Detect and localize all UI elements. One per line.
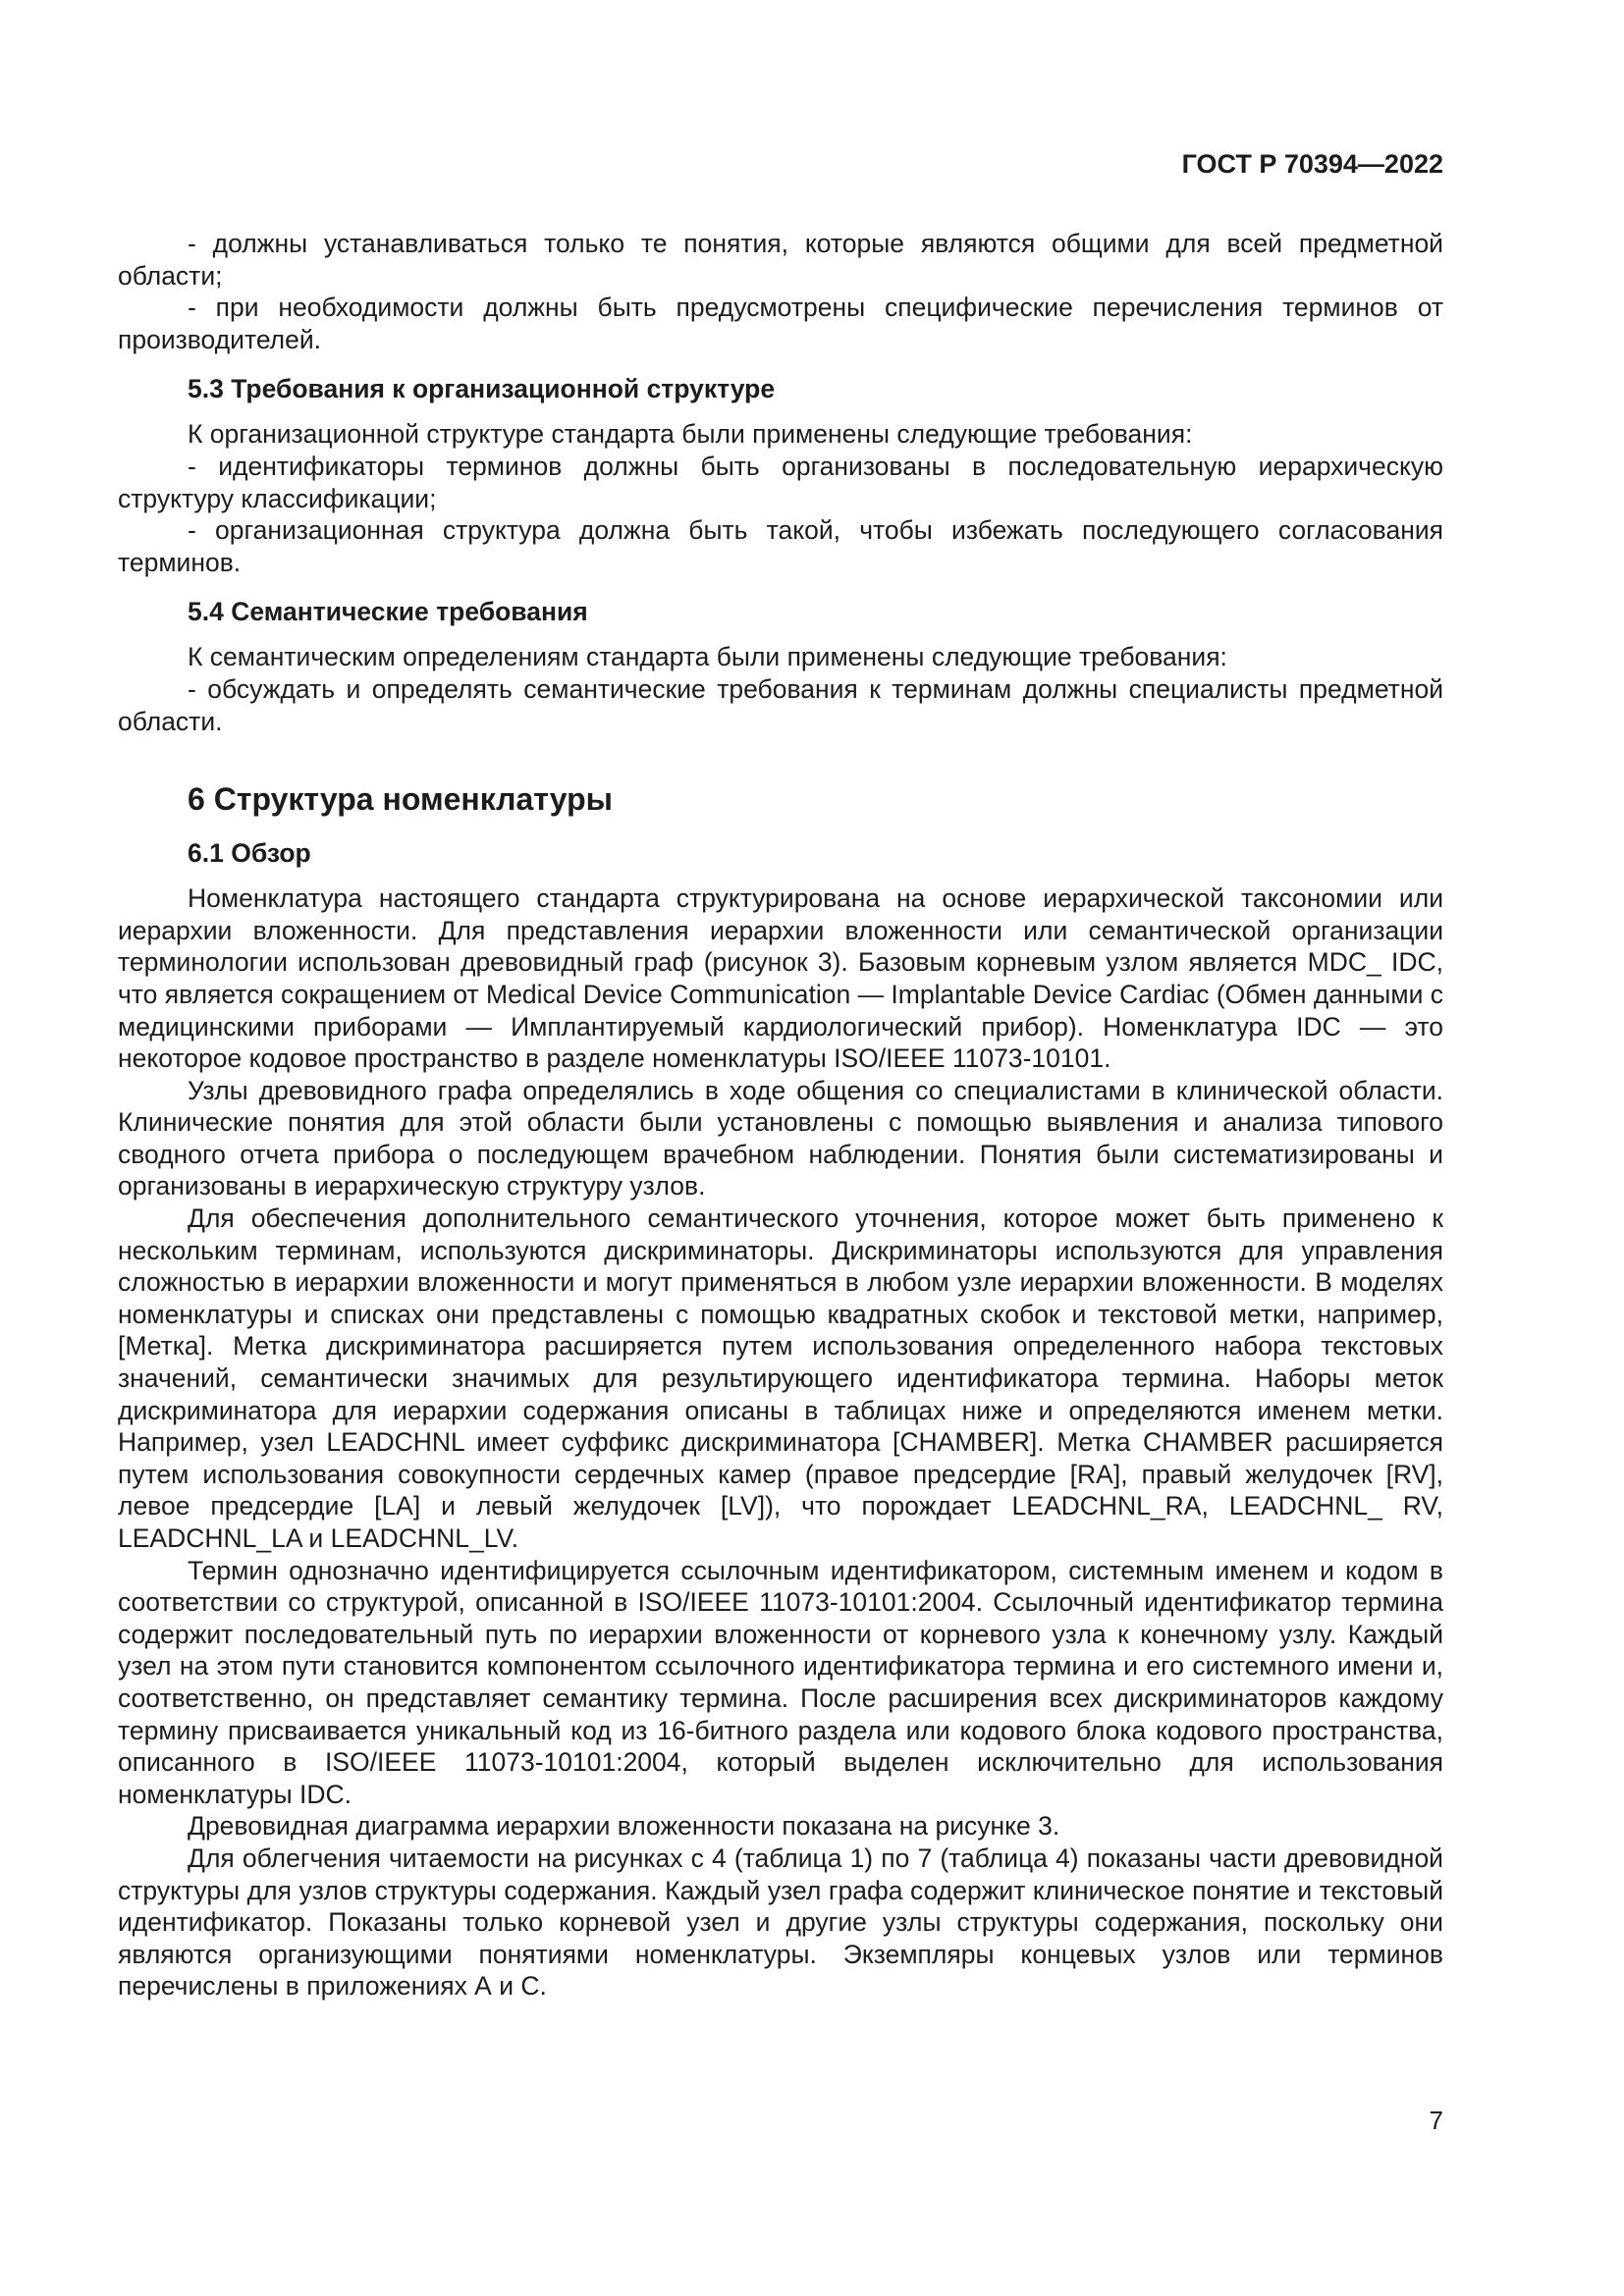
- paragraph: Термин однозначно идентифицируется ссылочным идентификатором, системным именем и кодом в соответствии со структурой, описанной в ISO/IEEE 11073-10101:2004. Ссылочный идентификатор термина содержит последовательный путь по иерархии вложенности от корневого узла к конечному узлу. Каждый узел на этом пути становится компонентом ссылочного идентификатора термина и его системного имени и, соответственно, он представляет семантику термина. После расширения всех дискриминаторов каждому термину присваивается уникальный код из 16-битного раздела или кодового блока кодового пространства, описанного в ISO/IEEE 11073-10101:2004, который выделен исключительно для использования номенклатуры IDC.: [118, 1555, 1443, 1809]
- document-header: ГОСТ Р 70394—2022: [1181, 149, 1443, 179]
- list-item: - организационная структура должна быть такой, чтобы избежать последующего согласования терминов.: [118, 515, 1443, 577]
- paragraph: Узлы древовидного графа определялись в ходе общения со специалистами в клинической области. Клинические понятия для этой области были установлены с помощью выявления и анализа типового сводного отчета прибора о последующем врачебном наблюдении. Понятия были систематизированы и организованы в иерархическую структуру узлов.: [118, 1075, 1443, 1201]
- paragraph: Древовидная диаграмма иерархии вложенности показана на рисунке 3.: [188, 1811, 1060, 1842]
- paragraph: Для обеспечения дополнительного семантического уточнения, которое может быть применено к нескольким терминам, используются дискриминаторы. Дискриминаторы используются для управления сложностью в иерархии вложенности и могут применяться в любом узле иерархии вложенности. В моделях номенклатуры и списках они представлены с помощью квадратных скобок и текстовой метки, например, [Метка]. Метка дискриминатора расширяется путем использования определенного набора текстовых значений, семантически значимых для результирующего идентификатора термина. Наборы меток дискриминатора для иерархии содержания описаны в таблицах ниже и определяются именем метки. Например, узел LEADCHNL имеет суффикс дискриминатора [CHAMBER]. Метка CHAMBER расширяется путем использования совокупности сердечных камер (правое предсердие [RA], правый желудочек [RV], левое предсердие [LA] и левый желудочек [LV]), что порождает LEADCHNL_RA, LEADCHNL_ RV, LEADCHNL_LA и LEADCHNL_LV.: [118, 1203, 1443, 1553]
- chapter-heading: 6 Структура номенклатуры: [188, 781, 613, 818]
- section-heading: 6.1 Обзор: [188, 838, 311, 869]
- paragraph: Для облегчения читаемости на рисунках с 4 (таблица 1) по 7 (таблица 4) показаны части древовидной структуры для узлов структуры содержания. Каждый узел графа содержит клиническое понятие и текстовый идентификатор. Показаны только корневой узел и другие узлы структуры содержания, поскольку они являются организующими понятиями номенклатуры. Экземпляры концевых узлов или терминов перечислены в приложениях А и С.: [118, 1842, 1443, 2002]
- document-body: [118, 228, 1443, 2002]
- paragraph: К организационной структуре стандарта были применены следующие требования:: [188, 419, 1193, 450]
- list-item: - обсуждать и определять семантические требования к терминам должны специалисты предметной области.: [118, 673, 1443, 736]
- list-item: - при необходимости должны быть предусмотрены специфические перечисления терминов от производителей.: [118, 293, 1443, 354]
- paragraph: Номенклатура настоящего стандарта структурирована на основе иерархической таксономии или иерархии вложенности. Для представления иерархии вложенности или семантической организации терминологии использован древовидный граф (рисунок 3). Базовым корневым узлом является MDC_ IDC, что является сокращением от Medical Device Communication — Implantable Device Cardiac (Обмен данными с медицинскими приборами — Имплантируемый кардиологический прибор). Номенклатура IDC — это некоторое кодовое пространство в разделе номенклатуры ISO/IEEE 11073-10101.: [118, 883, 1443, 1074]
- section-heading: 5.4 Семантические требования: [188, 597, 588, 627]
- list-item: - должны устанавливаться только те понятия, которые являются общими для всей предметной области;: [118, 229, 1443, 291]
- paragraph: К семантическим определениям стандарта были применены следующие требования:: [188, 642, 1227, 672]
- list-item: - идентификаторы терминов должны быть организованы в последовательную иерархическую структуру классификации;: [118, 451, 1443, 513]
- section-heading: 5.3 Требования к организационной структуре: [188, 374, 776, 404]
- page-number: 7: [1429, 2106, 1443, 2135]
